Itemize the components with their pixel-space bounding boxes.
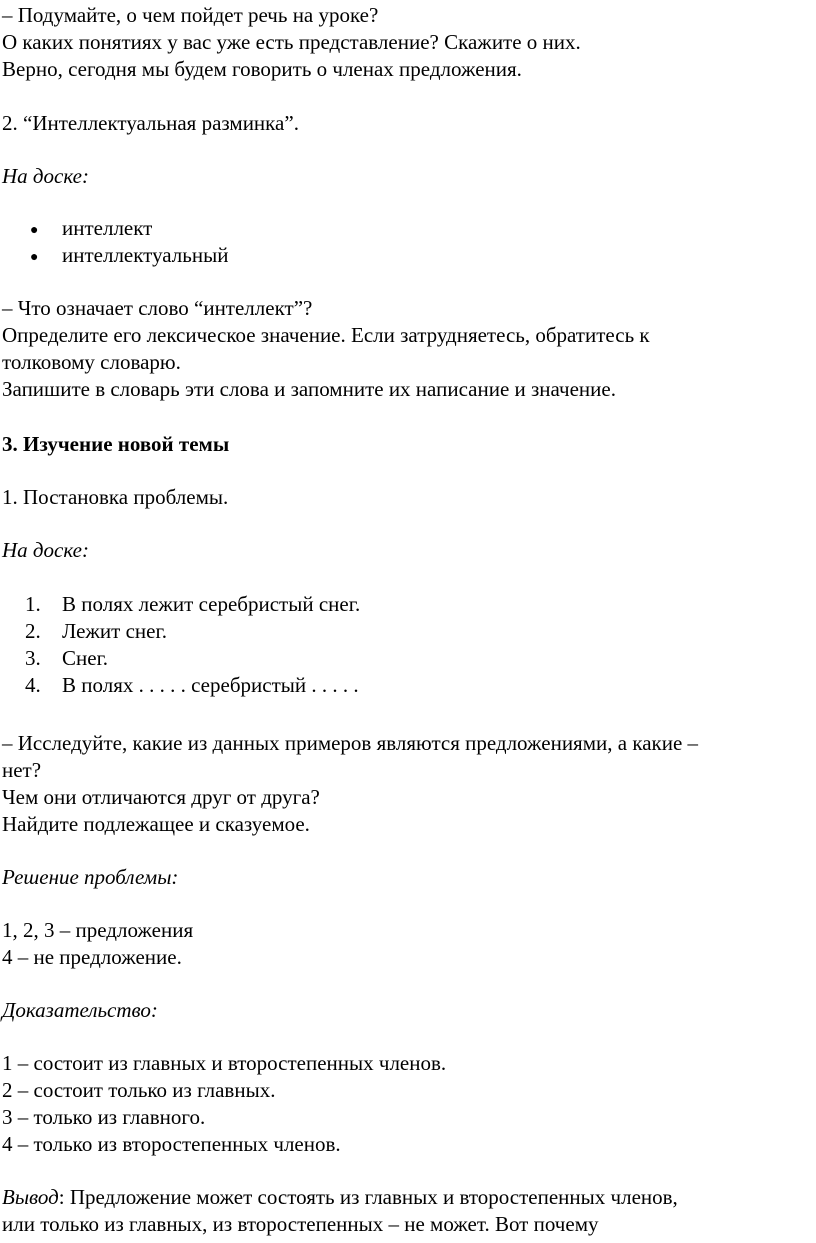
- list-number: 3.: [25, 646, 41, 670]
- list-item: Лежит снег.: [62, 619, 167, 643]
- question-line-2: Определите его лексическое значение. Если затрудняетесь, обратитесь к: [2, 323, 650, 347]
- list-item: Снег.: [62, 646, 109, 670]
- intro-line-2: О каких понятиях у вас уже есть представление? Скажите о них.: [2, 30, 581, 54]
- solution-line-2: 4 – не предложение.: [2, 945, 182, 969]
- list-item: В полях лежит серебристый снег.: [62, 592, 361, 616]
- task-line-1: – Исследуйте, какие из данных примеров являются предложениями, а какие –: [2, 731, 699, 755]
- proof-line: 3 – только из главного.: [2, 1105, 206, 1129]
- list-number: 2.: [25, 619, 41, 643]
- bullet-icon: ●: [30, 250, 39, 265]
- list-item: В полях . . . . . серебристый . . . . .: [62, 673, 359, 697]
- conclusion-line-1: [2, 1184, 678, 1211]
- proof-line: 1 – состоит из главных и второстепенных членов.: [2, 1051, 447, 1075]
- proof-line: 4 – только из второстепенных членов.: [2, 1132, 341, 1156]
- conclusion-line-2: или только из главных, из второстепенных – не может. Вот почему: [2, 1212, 599, 1236]
- conclusion-text: : Предложение может состоять из главных и второстепенных членов,: [58, 1185, 678, 1209]
- proof-line: 2 – состоит только из главных.: [2, 1078, 276, 1102]
- board-label: На доске:: [2, 538, 89, 562]
- question-line-2b: толковому словарю.: [2, 350, 181, 374]
- solution-line-1: 1, 2, 3 – предложения: [2, 918, 194, 942]
- task-line-3: Найдите подлежащее и сказуемое.: [2, 812, 310, 836]
- question-line-1: – Что означает слово “интеллект”?: [2, 296, 313, 320]
- question-line-3: Запишите в словарь эти слова и запомните их написание и значение.: [2, 377, 616, 401]
- section-heading: 3. Изучение новой темы: [2, 432, 230, 456]
- bullet-icon: ●: [30, 223, 39, 238]
- intro-line-1: – Подумайте, о чем пойдет речь на уроке?: [2, 3, 379, 27]
- proof-label: Доказательство:: [2, 998, 158, 1022]
- list-item: интеллект: [62, 216, 153, 240]
- conclusion-label: Вывод: [2, 1185, 59, 1209]
- intro-line-3: Верно, сегодня мы будем говорить о членах предложения.: [2, 57, 522, 81]
- task-line-1b: нет?: [2, 758, 42, 782]
- list-number: 4.: [25, 673, 41, 697]
- solution-label: Решение проблемы:: [2, 865, 179, 889]
- list-number: 1.: [25, 592, 41, 616]
- problem-heading: 1. Постановка проблемы.: [2, 485, 229, 509]
- board-label: На доске:: [2, 164, 89, 188]
- list-item: интеллектуальный: [62, 243, 229, 267]
- task-line-2: Чем они отличаются друг от друга?: [2, 785, 320, 809]
- warmup-heading: 2. “Интеллектуальная разминка”.: [2, 111, 299, 135]
